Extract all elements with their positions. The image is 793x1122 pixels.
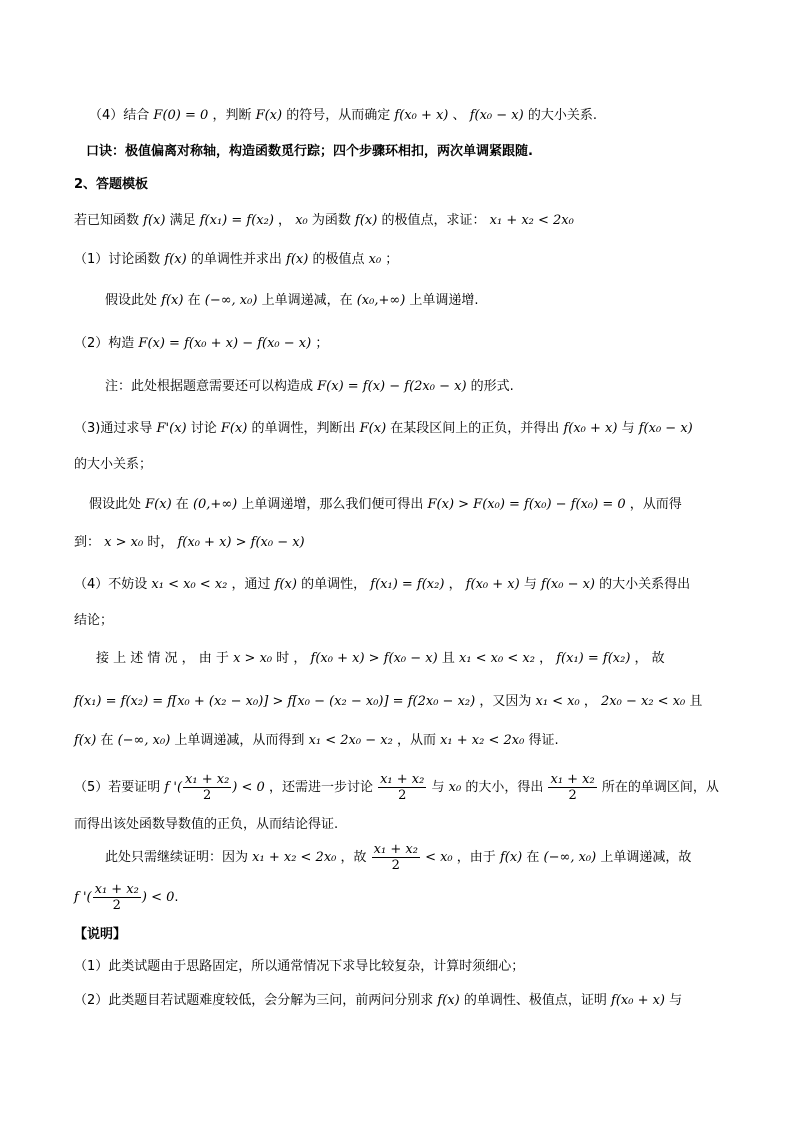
step3-note-cont: 到： x > x₀ 时， f(x₀ + x) > f(x₀ − x) bbox=[74, 535, 305, 550]
step4-line: （4）结合 F(0) = 0 ，判断 F(x) 的符号，从而确定 f(x₀ + x) 、 f(x₀ − x) 的大小关系. bbox=[89, 108, 597, 123]
math-Fx: F(x) bbox=[255, 108, 283, 123]
step1-note: 假设此处 f(x) 在 (−∞, x₀) 上单调递减，在 (x₀,+∞) 上单调递增. bbox=[105, 293, 479, 308]
step3-cont: 的大小关系； bbox=[74, 457, 153, 472]
fraction: $\frac{\text{x₁ + x₂}}{2}$ bbox=[94, 882, 139, 913]
mnemonic: 口诀：极值偏离对称轴，构造函数觅行踪；四个步骤环相扣，两次单调紧跟随. bbox=[86, 144, 533, 159]
step1: （1）讨论函数 f(x) 的单调性并求出 f(x) 的极值点 x₀ ； bbox=[74, 252, 399, 267]
step4-note-1: 接 上 述 情 况 ， 由 于 x > x₀ 时 ， f(x₀ + x) > f(x₀ − x) 且 x₁ < x₀ < x₂ ， f(x₁) = f(x₂) ， 故 bbox=[96, 651, 665, 666]
step4: （4）不妨设 x₁ < x₀ < x₂ ，通过 f(x) 的单调性， f(x₁) = f(x₂) ， f(x₀ + x) 与 f(x₀ − x) 的大小关系得出 bbox=[74, 577, 691, 592]
given-statement: 若已知函数 f(x) 满足 f(x₁) = f(x₂) ， x₀ 为函数 f(x) 的极值点，求证： x₁ + x₂ < 2x₀ bbox=[74, 213, 574, 228]
explain-header: 【说明】 bbox=[74, 927, 127, 942]
step3: （3)通过求导 F'(x) 讨论 F(x) 的单调性，判断出 F(x) 在某段区间上的正负，并得出 f(x₀ + x) 与 f(x₀ − x) bbox=[74, 421, 693, 436]
step4-note-3: f(x) 在 (−∞, x₀) 上单调递减，从而得到 x₁ < 2x₀ − x₂ ，从而 x₁ + x₂ < 2x₀ 得证. bbox=[74, 733, 559, 748]
step4-cont: 结论； bbox=[74, 613, 114, 628]
step5-cont: 而得出该处函数导数值的正负，从而结论得证. bbox=[74, 817, 339, 832]
explain-1: （1）此类试题由于思路固定，所以通常情况下求导比较复杂，计算时须细心； bbox=[74, 959, 525, 974]
explain-2: （2）此类题目若试题难度较低，会分解为三问，前两问分别求 f(x) 的单调性、极值点，证明 f(x₀ + x) 与 bbox=[74, 993, 683, 1008]
step5: （5）若要证明 f '( $\frac{\text{x₁ + x₂}}{2}$ ) < 0 ，还需进一步讨论 $\frac{\text{x₁ + x₂}}{2}$ 与 x₀ 的大小，得出 $\frac{\text{x₁ + x₂}}{2}$ 所在的单调区间，从 bbox=[74, 772, 719, 803]
step5-note-cont: f '( $\frac{\text{x₁ + x₂}}{2}$ ) < 0. bbox=[74, 882, 179, 913]
step3-note: 假设此处 F(x) 在 (0,+∞) 上单调递增，那么我们便可得出 F(x) > F(x₀) = f(x₀) − f(x₀) = 0 ，从而得 bbox=[89, 497, 682, 512]
fraction: $\frac{\text{x₁ + x₂}}{2}$ bbox=[550, 772, 595, 803]
step4-note-2: f(x₁) = f(x₂) = f[x₀ + (x₂ − x₀)] > f[x₀ − (x₂ − x₀)] = f(2x₀ − x₂) ，又因为 x₁ < x₀ ， 2x₀ − x₂ < x₀ 且 bbox=[74, 694, 703, 709]
fraction: $\frac{\text{x₁ + x₂}}{2}$ bbox=[185, 772, 230, 803]
fraction: $\frac{\text{x₁ + x₂}}{2}$ bbox=[380, 772, 425, 803]
step2: （2）构造 F(x) = f(x₀ + x) − f(x₀ − x) ； bbox=[74, 336, 329, 351]
math-F0: F(0) = 0 bbox=[153, 108, 209, 123]
step2-note: 注：此处根据题意需要还可以构造成 F(x) = f(x) − f(2x₀ − x) 的形式. bbox=[105, 379, 514, 394]
step5-note: 此处只需继续证明：因为 x₁ + x₂ < 2x₀ ，故 $\frac{\text{x₁ + x₂}}{2}$ < x₀ ，由于 f(x) 在 (−∞, x₀) 上单调递减，故 bbox=[105, 842, 692, 873]
section-header: 2、答题模板 bbox=[74, 177, 149, 192]
fraction: $\frac{\text{x₁ + x₂}}{2}$ bbox=[373, 842, 418, 873]
